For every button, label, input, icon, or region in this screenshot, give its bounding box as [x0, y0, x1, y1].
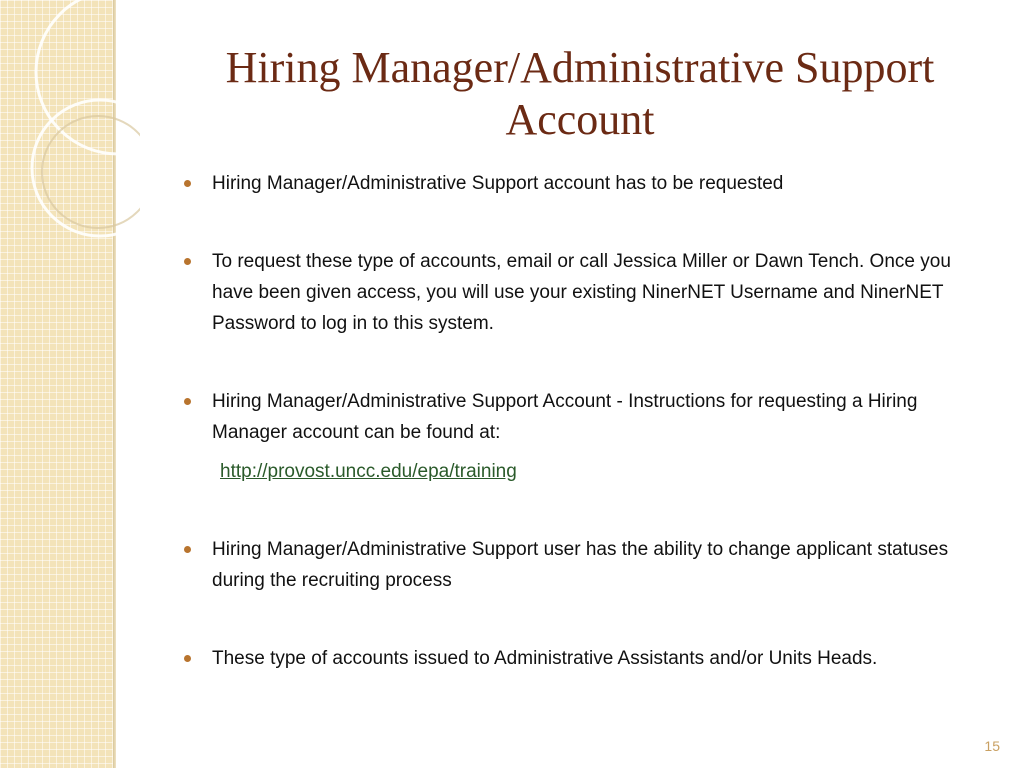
slide-title: Hiring Manager/Administrative Support Account [225, 43, 935, 144]
bullet-dot [184, 546, 191, 553]
bullet-text: Hiring Manager/Administrative Support account has to be requested [212, 173, 784, 194]
training-link[interactable]: http://provost.uncc.edu/epa/training [220, 461, 517, 482]
bullet-text: Hiring Manager/Administrative Support Account - Instructions for requesting a Hiring Manager account can be found at: [212, 391, 918, 443]
bullet-item [184, 643, 974, 674]
bullet-dot [184, 258, 191, 265]
bullet-dot [184, 180, 191, 187]
bullet-item [184, 246, 974, 339]
bullet-item [184, 386, 974, 448]
slide-content [184, 168, 974, 674]
bullet-item [184, 534, 974, 596]
page-number: 15 [984, 738, 1000, 754]
decorative-circles [0, 0, 140, 260]
bullet-dot [184, 398, 191, 405]
bullet-text: These type of accounts issued to Administrative Assistants and/or Units Heads. [212, 648, 878, 669]
bullet-text: To request these type of accounts, email or call Jessica Miller or Dawn Tench. Once you have been given access, you will use your existing NinerNET Username and NinerNET Password to log in to this system. [212, 251, 951, 334]
bullet-text: Hiring Manager/Administrative Support user has the ability to change applicant statuses during the recruiting process [212, 539, 949, 591]
bullet-item [184, 168, 974, 199]
decorative-circle-mid [32, 100, 140, 236]
decorative-circle-inner [42, 116, 140, 228]
decorative-circle-large [36, 0, 140, 154]
link-line [184, 456, 974, 487]
bullet-dot [184, 655, 191, 662]
